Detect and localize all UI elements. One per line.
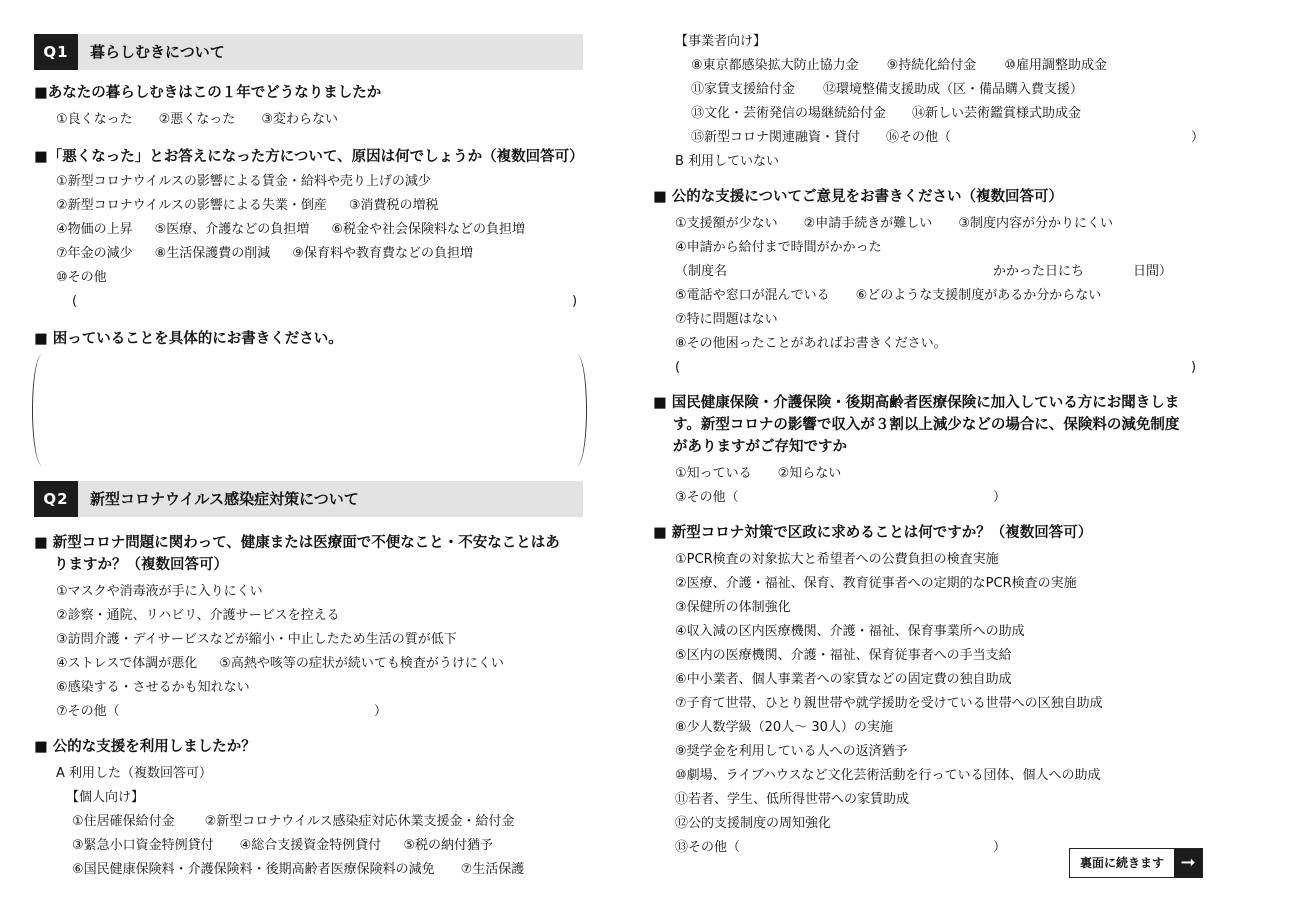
option[interactable]: ④物価の上昇 [56,222,133,237]
option[interactable]: ②申請手続きが難しい [803,216,933,231]
option[interactable]: ⑤区内の医療機関、介護・福祉、保育従事者への手当支給 [675,648,1012,663]
option[interactable]: ⑥感染する・させるかも知れない [56,680,250,695]
option[interactable]: ⑨持続化給付金 [886,58,977,73]
option[interactable]: ③変わらない [261,112,338,127]
option[interactable]: ②診察・通院、リハビリ、介護サービスを控える [56,608,340,623]
q2-s3-line [675,334,947,354]
q2-s5-other[interactable]: ⑬その他（ [675,840,741,855]
q2-s3-line [675,238,882,258]
option[interactable]: ③訪問介護・デイサービスなどが縮小・中止したため生活の質が低下 [56,632,457,647]
q2-number: Q2 [34,481,78,517]
answer-bracket-right [570,354,587,466]
paren-close: ) [1191,360,1197,375]
option[interactable]: ⑨奨学金を利用している人への返済猶予 [675,744,908,759]
q2-s1-line [56,582,263,602]
q2-s2-business-line [691,80,1083,100]
option[interactable]: ⑪家賃支援給付金 [691,82,796,97]
option[interactable]: ⑤電話や窓口が混んでいる [675,288,830,303]
q2-s3-title: ■ 公的な支援についてご意見をお書きください（複数回答可） [653,189,1063,205]
q2-s2-personal-line [72,812,515,832]
option[interactable]: ①マスクや消毒液が手に入りにくい [56,584,263,599]
q2-s2-a-label[interactable]: A 利用した（複数回答可） [56,766,213,781]
arrow-right-icon: ➞ [1174,849,1202,877]
option[interactable]: ②医療、介護・福祉、保育、教育従事者への定期的なPCR検査の実施 [675,576,1077,591]
q2-s4-other[interactable]: ③その他（ [675,490,739,505]
option[interactable]: ②新型コロナウイルスの影響による失業・倒産 [56,198,327,213]
option[interactable]: ⑩雇用調整助成金 [1004,58,1107,73]
q2-s2-personal-label: 【個人向け】 [66,790,145,805]
q1-s2-title: ■「悪くなった」とお答えになった方について、原因は何でしょうか（複数回答可） [34,149,584,165]
q2-s2-business-line [691,56,1107,76]
q2-s2-title: ■ 公的な支援を利用しましたか？ [34,739,256,755]
option[interactable]: ①新型コロナウイルスの影響による賃金・給料や売り上げの減少 [56,174,431,189]
paren-open: ( [675,360,681,375]
option[interactable]: ④収入減の区内医療機関、介護・福祉、保育事業所への助成 [675,624,1025,639]
option[interactable]: ③消費税の増税 [348,198,439,213]
option[interactable]: ①知っている [675,466,752,481]
option[interactable]: ⑧その他困ったことがあればお書きください。 [675,336,947,351]
q1-s3-title: ■ 困っていることを具体的にお書きください。 [34,331,343,347]
option[interactable]: ②知らない [777,466,842,481]
option[interactable]: ②悪くなった [158,112,236,127]
q2-s1-title-cont: りますか？（複数回答可） [54,557,228,573]
option[interactable]: ③緊急小口資金特例貸付 [72,838,214,853]
q1-s2-line [56,244,473,264]
option[interactable]: ①PCR検査の対象拡大と希望者への公費負担の検査実施 [675,552,999,567]
option[interactable]: ⑪若者、学生、低所得世帯への家賃助成 [675,792,910,807]
q2-s3-line [675,310,778,330]
paren-close: ) [572,294,578,309]
continue-on-back-label [1069,848,1203,878]
option[interactable]: ⑧少人数学級（20人～ 30人）の実施 [675,720,893,735]
q2-s2-personal-line [72,836,493,856]
option[interactable]: ⑥国民健康保険料・介護保険料・後期高齢者医療保険料の減免 [72,862,435,877]
paren-close: ） [993,490,1007,505]
q2-s3-line [675,286,1101,306]
paren-close: ） [993,840,1007,855]
option[interactable]: ⑦年金の減少 [56,246,133,261]
q2-s3-days-label: かかった日にち [993,264,1085,279]
option[interactable]: ①住居確保給付金 [72,814,175,829]
option[interactable]: ⑫環境整備支援助成（区・備品購入費支援） [823,82,1084,97]
q2-header [34,481,583,517]
q2-s2-business-line [691,128,951,148]
option[interactable]: ⑬文化・芸術発信の場継続給付金 [691,106,887,121]
option[interactable]: ⑧生活保護費の削減 [154,246,271,261]
q2-s1-other[interactable]: ⑦その他（ [56,704,120,719]
option[interactable]: ⑩その他 [56,270,107,285]
option[interactable]: ③保健所の体制強化 [675,600,791,615]
q2-s4-title-cont: す。新型コロナの影響で収入が３割以上減少などの場合に、保険料の減免制度 [673,417,1180,433]
q2-s3-days-unit: 日間） [1133,264,1173,279]
option[interactable]: ⑥税金や社会保険料などの負担増 [331,222,525,237]
q2-s5-title: ■ 新型コロナ対策で区政に求めることは何ですか？（複数回答可） [653,525,1093,541]
q2-s2-personal-line [72,860,524,880]
option[interactable]: ⑥中小業者、個人事業者への家賃などの固定費の独自助成 [675,672,1012,687]
option[interactable]: ⑯その他（ [886,130,952,145]
q1-number: Q1 [34,34,78,70]
option[interactable]: ⑦子育て世帯、ひとり親世帯や就学援助を受けている世帯への区独自助成 [675,696,1103,711]
option[interactable]: ⑦生活保護 [460,862,525,877]
option[interactable]: ⑤医療、介護などの負担増 [154,222,310,237]
option[interactable]: ⑦特に問題はない [675,312,778,327]
q2-s4-title-cont: がありますがご存知ですか [673,439,847,455]
option[interactable]: ⑭新しい芸術鑑賞様式助成金 [912,106,1082,121]
option[interactable]: ⑮新型コロナ関連融資・貸付 [691,130,861,145]
q2-s2-b-label[interactable]: B 利用していない [675,154,780,169]
option[interactable]: ⑫公的支援制度の周知強化 [675,816,832,831]
q1-s1-options [56,110,338,130]
option[interactable]: ③制度内容が分かりにくい [958,216,1113,231]
paren-close: ） [1191,130,1205,145]
option[interactable]: ⑤税の納付猶予 [403,838,493,853]
paren-open: ( [72,294,78,309]
q2-s2-business-line [691,104,1081,124]
q1-s2-line [56,196,439,216]
option[interactable]: ⑧東京都感染拡大防止協力金 [691,58,859,73]
option[interactable]: ⑤高熱や咳等の症状が続いても検査がうけにくい [219,656,504,671]
paren-close: ） [374,704,388,719]
option[interactable]: ①良くなった [56,112,133,127]
q1-s2-line [56,172,431,192]
answer-bracket-left [32,354,49,466]
q1-s1-title: ■あなたの暮らしむきはこの１年でどうなりましたか [34,85,382,101]
q2-s4-title: ■ 国民健康保険・介護保険・後期高齢者医療保険に加入している方にお聞きしま [653,395,1180,411]
q1-s2-line [56,220,525,240]
q2-s1-line [56,654,504,674]
q2-s1-line [56,606,340,626]
q2-title: 新型コロナウイルス感染症対策について [90,490,359,508]
q1-title: 暮らしむきについて [90,43,225,61]
q2-s1-title: ■ 新型コロナ問題に関わって、健康または医療面で不便なこと・不安なことはあ [34,535,560,551]
option[interactable]: ⑥どのような支援制度があるか分からない [855,288,1102,303]
continue-text: 裏面に続きます [1079,856,1164,870]
q2-s3-system-name: （制度名 [675,264,728,279]
option[interactable]: ②新型コロナウイルス感染症対応休業支援金・給付金 [204,814,515,829]
q2-s1-line [56,630,457,650]
q1-s2-line [56,268,107,288]
option[interactable]: ④ストレスで体調が悪化 [56,656,198,671]
q2-s1-line [56,678,250,698]
q2-s3-line [675,214,1113,234]
option[interactable]: ⑨保育料や教育費などの負担増 [292,246,473,261]
option[interactable]: ⑩劇場、ライブハウスなど文化芸術活動を行っている団体、個人への助成 [675,768,1101,783]
q1-header [34,34,583,70]
option[interactable]: ④総合支援資金特例貸付 [239,838,382,853]
q2-s4-line [675,464,841,484]
option[interactable]: ④申請から給付まで時間がかかった [675,240,882,255]
q2-s2-business-label: 【事業者向け】 [675,34,767,49]
option[interactable]: ①支援額が少ない [675,216,778,231]
